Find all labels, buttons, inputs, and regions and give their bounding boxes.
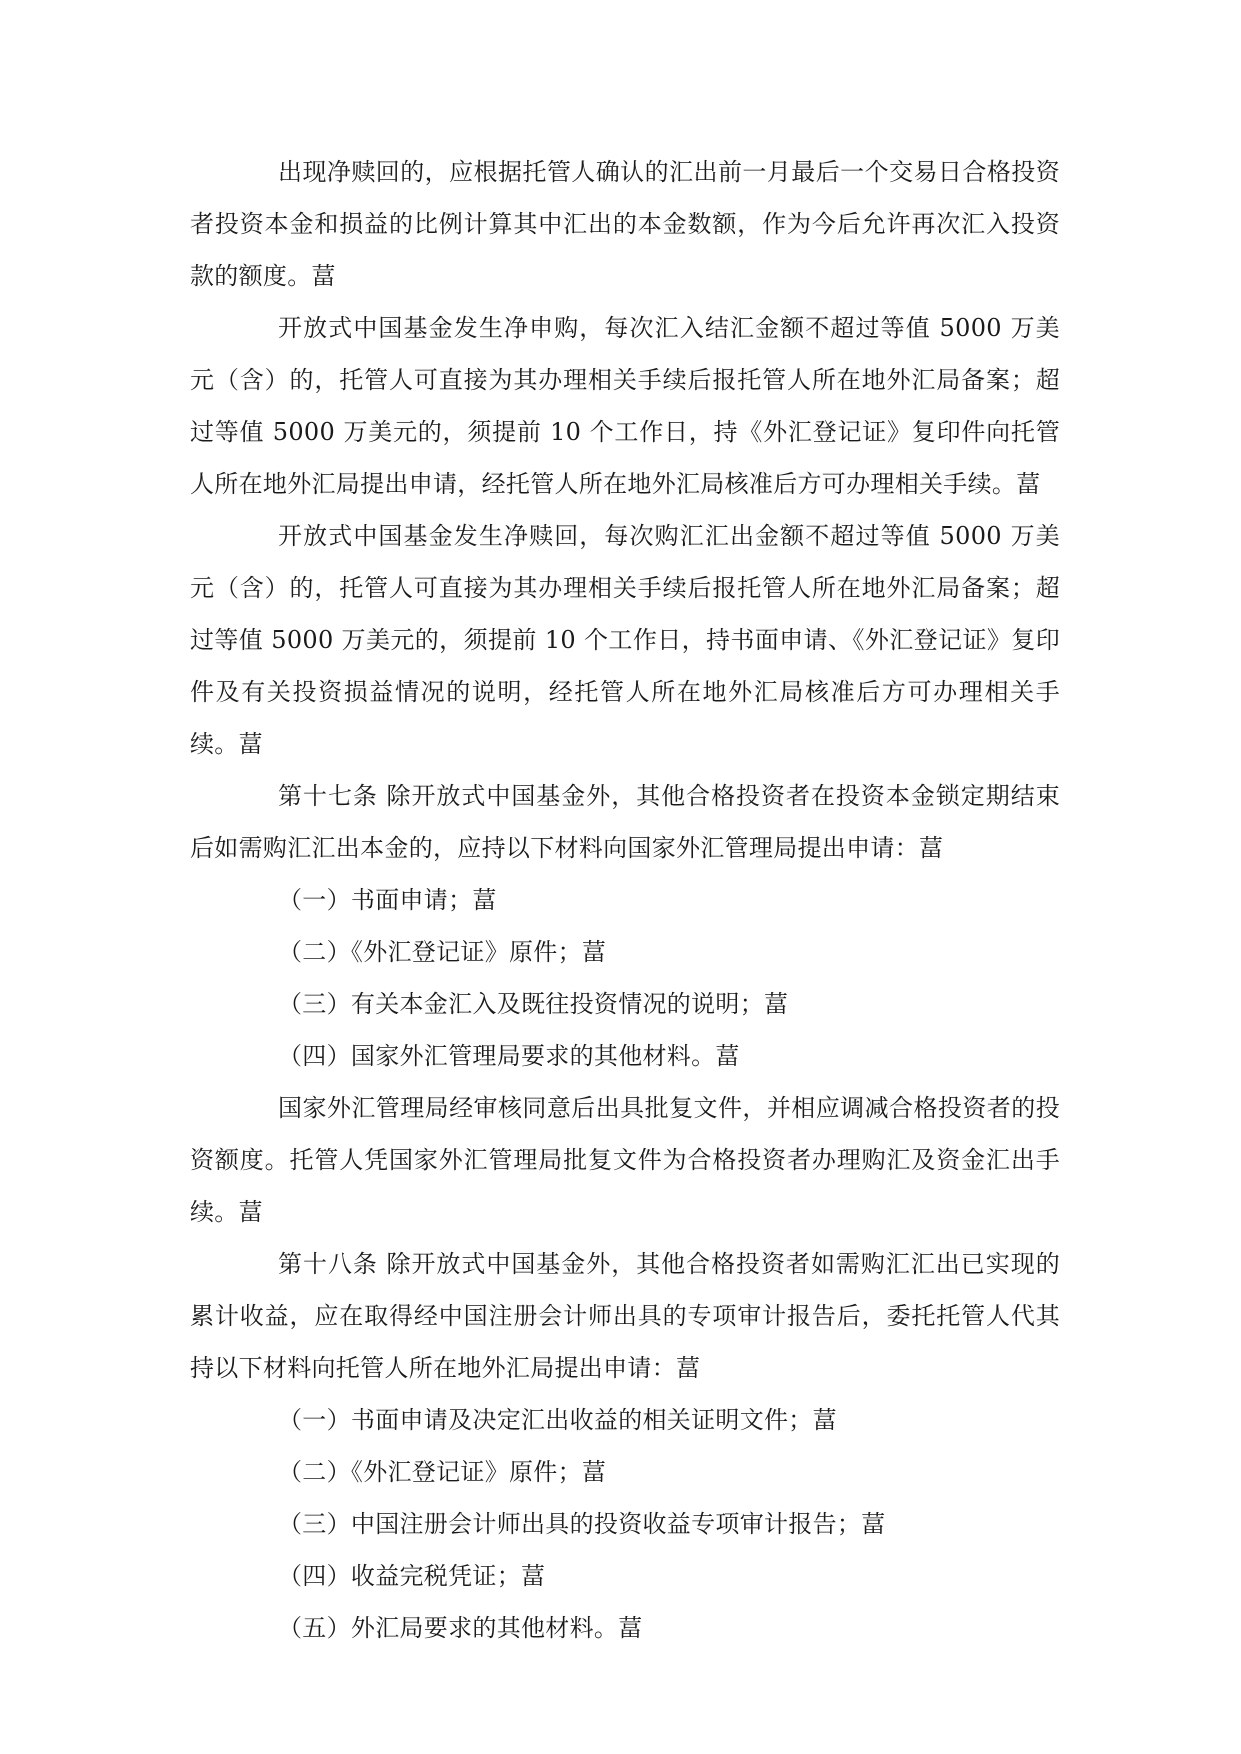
paragraph-mark: 葍 — [581, 938, 607, 966]
paragraph-text: （一）书面申请及决定汇出收益的相关证明文件； — [278, 1406, 813, 1434]
paragraph-mark: 葍 — [472, 886, 497, 914]
paragraph-text: 开放式中国基金发生净赎回，每次购汇汇出金额不超过等值 5000 万美元（含）的，托管人可直接为其办理相关手续后报托管人所在地外汇局备案；超过等值 5000 万美元的，须提前 10 个工作日，持书面申请、《外汇登记证》复印件及有关投资损益情况的说明，经托管人所在地外汇局核准后方可办理相关手续。 — [190, 522, 1060, 758]
paragraph-text: （三）中国注册会计师出具的投资收益专项审计报告； — [278, 1510, 862, 1538]
paragraph-mark: 葍 — [238, 1198, 263, 1226]
paragraph-mark: 葍 — [311, 262, 336, 290]
paragraph-mark: 葍 — [861, 1510, 886, 1538]
paragraph-mark: 葍 — [919, 834, 944, 862]
paragraph-continuation — [190, 146, 1060, 302]
document-body — [190, 146, 1060, 1654]
paragraph-mark: 葍 — [715, 1042, 740, 1070]
paragraph-mark: 葍 — [764, 990, 789, 1018]
article-18 — [190, 1238, 1060, 1394]
paragraph-text: 开放式中国基金发生净申购，每次汇入结汇金额不超过等值 5000 万美元（含）的，托管人可直接为其办理相关手续后报托管人所在地外汇局备案；超过等值 5000 万美元的，须提前 10 个工作日，持《外汇登记证》复印件向托管人所在地外汇局提出申请，经托管人所在地外汇局核准后方可办理相关手续。 — [190, 314, 1060, 498]
article-17-item-3 — [190, 978, 1060, 1030]
paragraph-mark: 葍 — [238, 730, 263, 758]
paragraph-mark: 葍 — [1016, 470, 1041, 498]
paragraph-text: （二）《外汇登记证》原件； — [278, 1458, 582, 1486]
paragraph-text: 第十八条 除开放式中国基金外，其他合格投资者如需购汇汇出已实现的累计收益，应在取得经中国注册会计师出具的专项审计报告后，委托托管人代其持以下材料向托管人所在地外汇局提出申请： — [190, 1250, 1060, 1382]
article-17-item-2 — [190, 926, 1060, 978]
paragraph-text: 出现净赎回的，应根据托管人确认的汇出前一月最后一个交易日合格投资者投资本金和损益的比例计算其中汇出的本金数额，作为今后允许再次汇入投资款的额度。 — [190, 158, 1060, 290]
paragraph-mark: 葍 — [618, 1614, 643, 1642]
paragraph-net-subscription — [190, 302, 1060, 510]
paragraph-text: （五）外汇局要求的其他材料。 — [278, 1614, 619, 1642]
article-17 — [190, 770, 1060, 874]
paragraph-mark: 葍 — [521, 1562, 546, 1590]
paragraph-mark: 葍 — [581, 1458, 607, 1486]
paragraph-text: （三）有关本金汇入及既往投资情况的说明； — [278, 990, 764, 1018]
paragraph-approval — [190, 1082, 1060, 1238]
article-18-item-5 — [190, 1602, 1060, 1654]
article-18-item-4 — [190, 1550, 1060, 1602]
article-18-item-1 — [190, 1394, 1060, 1446]
paragraph-net-redemption — [190, 510, 1060, 770]
paragraph-mark: 葍 — [676, 1354, 701, 1382]
paragraph-mark: 葍 — [812, 1406, 837, 1434]
paragraph-text: 国家外汇管理局经审核同意后出具批复文件，并相应调减合格投资者的投资额度。托管人凭国家外汇管理局批复文件为合格投资者办理购汇及资金汇出手续。 — [190, 1094, 1060, 1226]
paragraph-text: （一）书面申请； — [278, 886, 473, 914]
paragraph-text: （四）国家外汇管理局要求的其他材料。 — [278, 1042, 716, 1070]
article-17-item-1 — [190, 874, 1060, 926]
paragraph-text: （四）收益完税凭证； — [278, 1562, 521, 1590]
paragraph-text: 第十七条 除开放式中国基金外，其他合格投资者在投资本金锁定期结束后如需购汇汇出本金的，应持以下材料向国家外汇管理局提出申请： — [190, 782, 1060, 862]
article-18-item-3 — [190, 1498, 1060, 1550]
article-17-item-4 — [190, 1030, 1060, 1082]
article-18-item-2 — [190, 1446, 1060, 1498]
paragraph-text: （二）《外汇登记证》原件； — [278, 938, 582, 966]
